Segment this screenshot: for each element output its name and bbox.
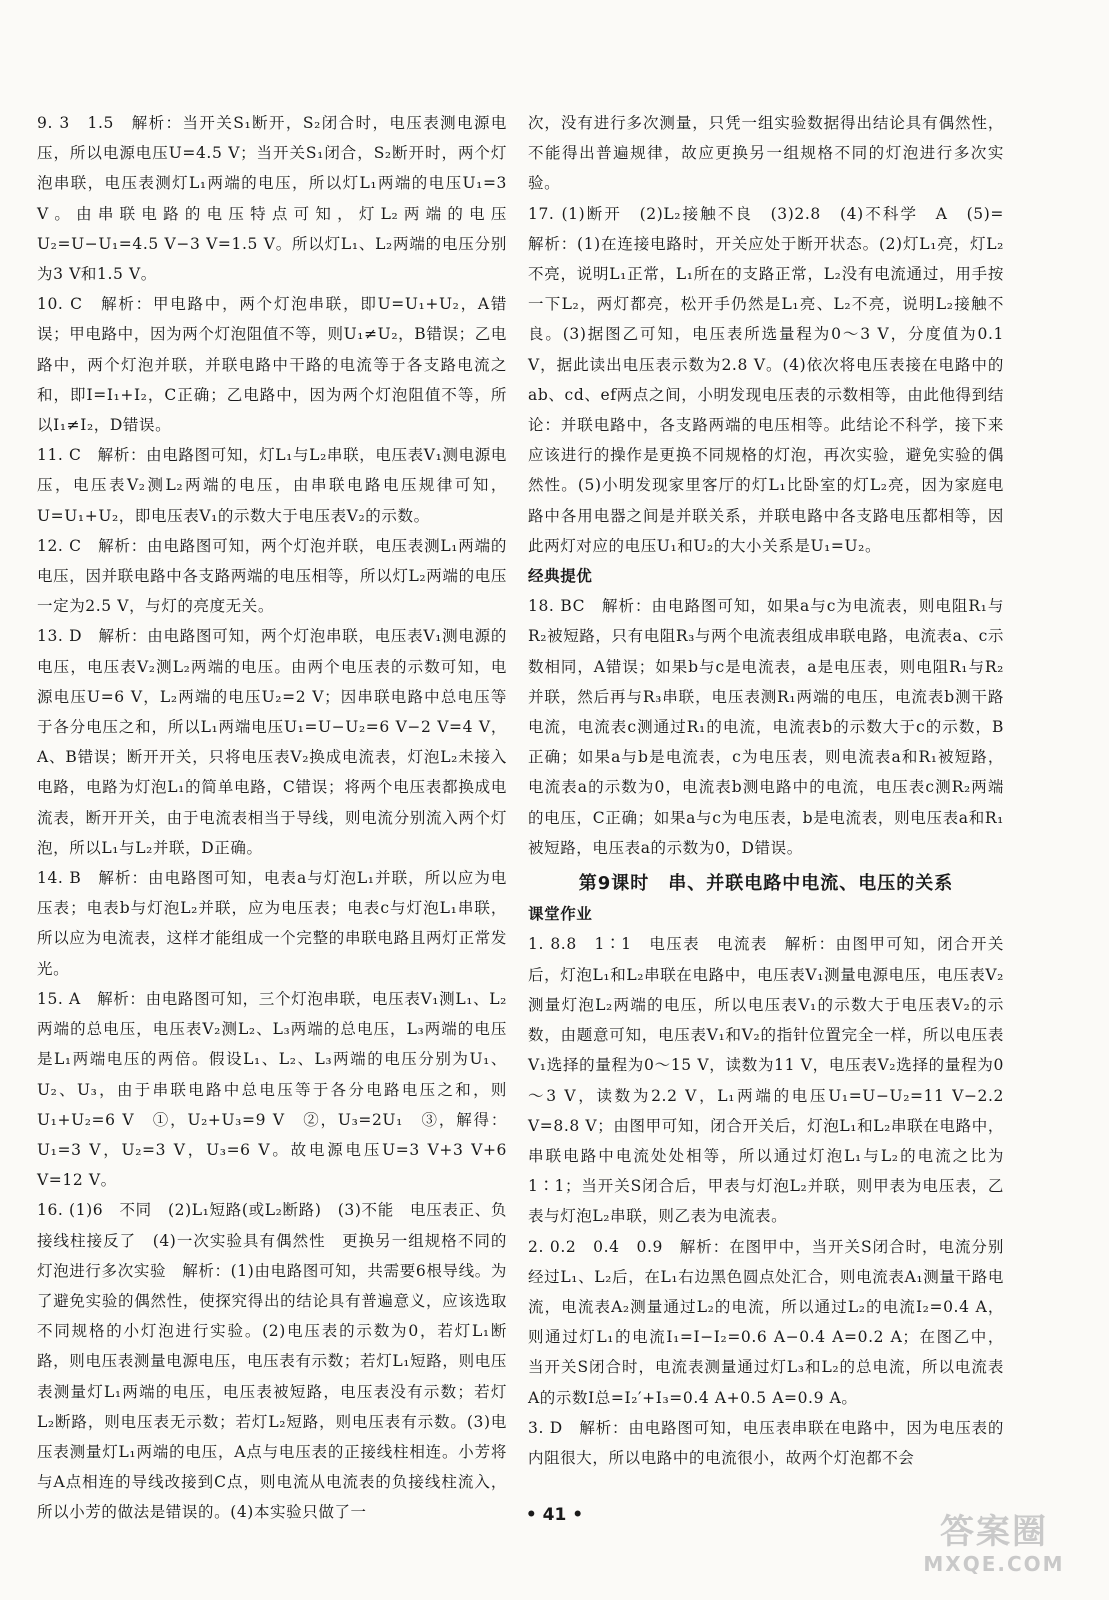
answer-12: 12. C 解析：由电路图可知，两个灯泡并联，电压表测L₁两端的电压，因并联电路中各支路两端的电压相等，所以灯L₂两端的电压一定为2.5 V，与灯的亮度无关。 <box>37 536 507 616</box>
answer-9: 9. 3 1.5 解析：当开关S₁断开，S₂闭合时，电压表测电源电压，所以电源电压U=4.5 V；当开关S₁闭合，S₂断开时，两个灯泡串联，电压表测灯L₁两端的电压，所以灯L₁两端的电压U₁=3 V。由串联电路的电压特点可知，灯L₂两端的电压U₂=U−U₁=4.5 V−3 V=1.5 V。所以灯L₁、L₂两端的电压分别为3 V和1.5 V。 <box>37 114 507 284</box>
answer-13: 13. D 解析：由电路图可知，两个灯泡串联，电压表V₁测电源的电压，电压表V₂测L₂两端的电压。由两个电压表的示数可知，电源电压U=6 V，L₂两端的电压U₂=2 V；因串联电路中总电压等于各分电压之和，所以L₁两端电压U₁=U−U₂=6 V−2 V=4 V，A、B错误；断开开关，只将电压表V₂换成电流表，灯泡L₂未接入电路，电路为灯泡L₁的简单电路，C错误；将两个电压表都换成电流表，断开开关，由于电流表相当于导线，则电流分别流入两个灯泡，所以L₁与L₂并联，D正确。 <box>37 627 507 857</box>
watermark-mark: 答案圈 <box>940 1512 1048 1552</box>
lesson-title: 第9课时 串、并联电路中电流、电压的关系 <box>578 873 954 895</box>
answer-15: 15. A 解析：由电路图可知，三个灯泡串联，电压表V₁测L₁、L₂两端的总电压，电压表V₂测L₂、L₃两端的总电压，L₃两端的电压是L₁两端电压的两倍。假设L₁、L₂、L₃两端的电压分别为U₁、U₂、U₃，由于串联电路中总电压等于各分电路电压之和，则U₁+U₂=6 V ①，U₂+U₃=9 V ②，U₃=2U₁ ③，解得：U₁=3 V，U₂=3 V，U₃=6 V。故电源电压U=3 V+3 V+6 V=12 V。 <box>37 989 507 1190</box>
section-heading-ketang: 课堂作业 <box>528 905 593 924</box>
answer-10: 10. C 解析：甲电路中，两个灯泡串联，即U=U₁+U₂，A错误；甲电路中，因为两个灯泡阻值不等，则U₁≠U₂，B错误；乙电路中，两个灯泡并联，并联电路中干路的电流等于各支路电流之和，即I=I₁+I₂，C正确；乙电路中，因为两个灯泡阻值不等，所以I₁≠I₂，D错误。 <box>37 295 507 435</box>
answer-11: 11. C 解析：由电路图可知，灯L₁与L₂串联，电压表V₁测电源电压，电压表V₂测L₂两端的电压，由串联电路电压规律可知，U=U₁+U₂，即电压表V₁的示数大于电压表V₂的示数。 <box>37 446 507 525</box>
answer-2: 2. 0.2 0.4 0.9 解析：在图甲中，当开关S闭合时，电流分别经过L₁、L₂后，在L₁右边黑色圆点处汇合，则电流表A₁测量干路电流，电流表A₂测量通过L₂的电流，所以通过L₂的电流I₂=0.4 A，则通过灯L₁的电流I₁=I−I₂=0.6 A−0.4 A=0.2 A；在图乙中，当开关S闭合时，电流表测量通过灯L₃和L₂的总电流，所以电流表A的示数I总=I₂′+I₃=0.4 A+0.5 A=0.9 A。 <box>528 1237 1004 1407</box>
left-column <box>37 108 507 1528</box>
answer-3: 3. D 解析：由电路图可知，电压表串联在电路中，因为电压表的内阻很大，所以电路中的电流很小，故两个灯泡都不会 <box>528 1418 1004 1467</box>
answer-14: 14. B 解析：由电路图可知，电表a与灯泡L₁并联，所以应为电压表；电表b与灯泡L₂并联，应为电压表；电表c与灯泡L₁串联，所以应为电流表，这样才能组成一个完整的串联电路且两灯正常发光。 <box>37 869 507 978</box>
answer-17: 17. (1)断开 (2)L₂接触不良 (3)2.8 (4)不科学 A (5)= 解析：(1)在连接电路时，开关应处于断开状态。(2)灯L₁亮，灯L₂不亮，说明L₁正常，L₁所在的支路正常，L₂没有电流通过，用手按一下L₂，两灯都亮，松开手仍然是L₁亮、L₂不亮，说明L₂接触不良。(3)据图乙可知，电压表所选量程为0～3 V，分度值为0.1 V，据此读出电压表示数为2.8 V。(4)依次将电压表接在电路中的ab、cd、ef两点之间，小明发现电压表的示数相等，由此他得到结论：并联电路中，各支路两端的电压相等。此结论不科学，接下来应该进行的操作是更换不同规格的灯泡，再次实验，避免实验的偶然性。(5)小明发现家里客厅的灯L₁比卧室的灯L₂亮，因为家庭电路中各用电器之间是并联关系，并联电路中各支路电压都相等，因此两灯对应的电压U₁和U₂的大小关系是U₁=U₂。 <box>528 204 1021 555</box>
answer-1: 1. 8.8 1∶1 电压表 电流表 解析：由图甲可知，闭合开关后，灯泡L₁和L₂串联在电路中，电压表V₁测量电源电压，电压表V₂测量灯泡L₂两端的电压，所以电压表V₁的示数大于电压表V₂的示数，由题意可知，电压表V₁和V₂的指针位置完全一样，所以电压表V₁选择的量程为0～15 V，读数为11 V，电压表V₂选择的量程为0～3 V，读数为2.2 V，L₁两端的电压U₁=U−U₂=11 V−2.2 V=8.8 V；由图甲可知，闭合开关后，灯泡L₁和L₂串联在电路中，串联电路中电流处处相等，所以通过灯泡L₁与L₂的电流之比为1∶1；当开关S闭合后，甲表与灯泡L₂并联，则甲表为电压表，乙表与灯泡L₂串联，则乙表为电流表。 <box>528 935 1004 1226</box>
answer-16: 16. (1)6 不同 (2)L₁短路(或L₂断路) (3)不能 电压表正、负接线柱接反了 (4)一次实验具有偶然性 更换另一组规格不同的灯泡进行多次实验 解析：(1)由电路图可知，共需要6根导线。为了避免实验的偶然性，使探究得出的结论具有普遍意义，应该选取不同规格的小灯泡进行实验。(2)电压表的示数为0，若灯L₁断路，则电压表测量电源电压，电压表有示数；若灯L₁短路，则电压表测量灯L₁两端的电压，电压表被短路，电压表没有示数；若灯L₂断路，则电压表无示数；若灯L₂短路，则电压表有示数。(3)电压表测量灯L₁两端的电压，A点与电压表的正接线柱相连。小芳将与A点相连的导线改接到C点，则电流从电流表的负接线柱流入，所以小芳的做法是错误的。(4)本实验只做了一 <box>37 1201 507 1522</box>
watermark-site: MXQE.COM <box>923 1552 1065 1576</box>
section-heading-jingdian: 经典提优 <box>528 567 593 586</box>
answer-18: 18. BC 解析：由电路图可知，如果a与c为电流表，则电阻R₁与R₂被短路，只有电阻R₃与两个电流表组成串联电路，电流表a、c示数相同，A错误；如果b与c是电流表，a是电压表，则电阻R₁与R₂并联，然后再与R₃串联，电压表测R₁两端的电压，电流表b测干路电流，电流表c测通过R₁的电流，电流表b的示数大于c的示数，B正确；如果a与b是电流表，c为电压表，则电流表a和R₁被短路，电流表a的示数为0，电流表b测电路中的电流，电压表c测R₂两端的电压，C正确；如果a与c为电压表，b是电流表，则电压表a和R₁被短路，电压表a的示数为0，D错误。 <box>528 597 1004 857</box>
watermark-logo <box>919 1512 1069 1582</box>
right-column <box>528 108 1021 1473</box>
answer-16-continued: 次，没有进行多次测量，只凭一组实验数据得出结论具有偶然性，不能得出普遍规律，故应更换另一组规格不同的灯泡进行多次实验。 <box>528 114 1004 193</box>
page-number: • 41 • <box>525 1505 584 1525</box>
